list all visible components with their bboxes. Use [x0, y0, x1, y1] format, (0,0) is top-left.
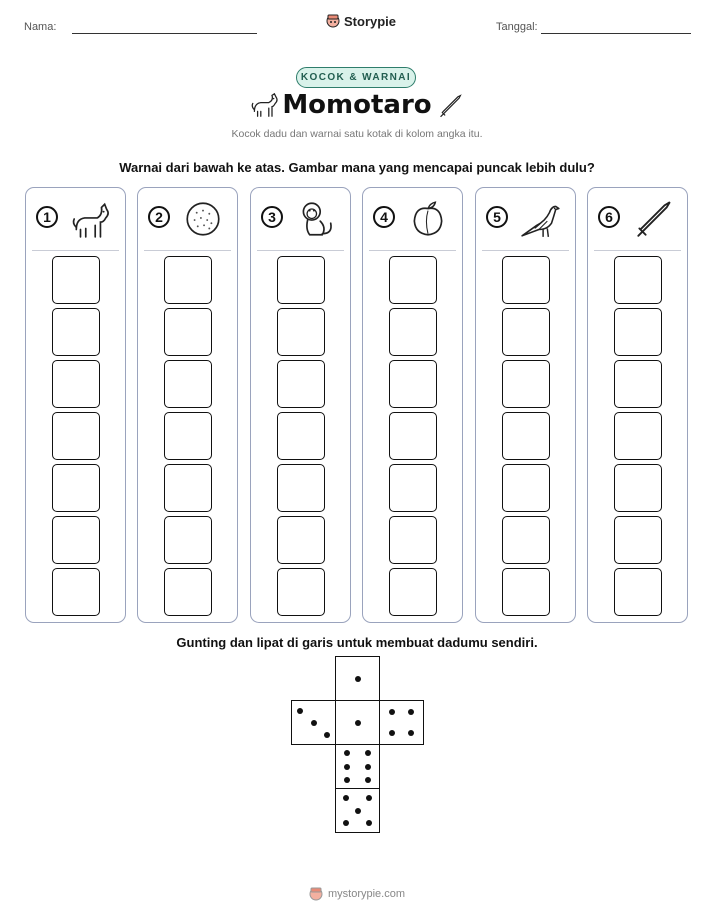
color-box[interactable]: [614, 412, 662, 460]
dice-pip: [408, 730, 414, 736]
color-box[interactable]: [277, 516, 325, 564]
color-box[interactable]: [277, 256, 325, 304]
column-header: [138, 188, 237, 250]
dice-pip: [365, 764, 371, 770]
column-divider: [32, 250, 119, 251]
date-label: Tanggal:: [496, 21, 538, 33]
column-divider: [482, 250, 569, 251]
dice-pip: [365, 777, 371, 783]
color-box[interactable]: [614, 516, 662, 564]
column-number: 2: [148, 206, 170, 228]
column-number: 4: [373, 206, 395, 228]
color-box[interactable]: [277, 360, 325, 408]
color-box[interactable]: [164, 256, 212, 304]
column-number: 3: [261, 206, 283, 228]
page-title: Momotaro: [282, 90, 432, 120]
color-box[interactable]: [614, 308, 662, 356]
color-box[interactable]: [389, 256, 437, 304]
dice-pip: [311, 720, 317, 726]
activity-badge: KOCOK & WARNAI: [296, 67, 416, 88]
dice-pip: [355, 808, 361, 814]
column-5: [475, 187, 576, 623]
sword-icon: [632, 198, 674, 240]
color-box[interactable]: [389, 516, 437, 564]
column-number: 1: [36, 206, 58, 228]
dice-pip: [344, 764, 350, 770]
footer: [0, 886, 714, 902]
coloring-instruction: Warnai dari bawah ke atas. Gambar mana yang mencapai puncak lebih dulu?: [119, 160, 595, 175]
column-header: [26, 188, 125, 250]
color-box[interactable]: [614, 256, 662, 304]
dice-pip: [355, 720, 361, 726]
color-box[interactable]: [52, 516, 100, 564]
dice-face-6: [335, 744, 380, 789]
column-divider: [144, 250, 231, 251]
color-box[interactable]: [389, 464, 437, 512]
dice-face-3: [291, 700, 336, 745]
dog-icon: [70, 198, 112, 240]
color-box[interactable]: [389, 412, 437, 460]
column-divider: [369, 250, 456, 251]
name-line: [72, 33, 257, 34]
color-box[interactable]: [277, 464, 325, 512]
color-box[interactable]: [52, 568, 100, 616]
color-box[interactable]: [164, 464, 212, 512]
color-box[interactable]: [614, 464, 662, 512]
color-box[interactable]: [502, 516, 550, 564]
color-box[interactable]: [614, 568, 662, 616]
color-box[interactable]: [277, 412, 325, 460]
color-box[interactable]: [52, 360, 100, 408]
color-box[interactable]: [164, 568, 212, 616]
dice-pip: [389, 730, 395, 736]
dice-pip: [297, 708, 303, 714]
storypie-mascot-icon: [326, 13, 340, 29]
column-divider: [594, 250, 681, 251]
column-3: [250, 187, 351, 623]
page-subtitle: Kocok dadu dan warnai satu kotak di kolom angka itu.: [231, 128, 483, 140]
column-header: [363, 188, 462, 250]
sword-icon: [437, 91, 463, 121]
dice-pip: [355, 676, 361, 682]
dice-pip: [389, 709, 395, 715]
column-2: [137, 187, 238, 623]
column-divider: [257, 250, 344, 251]
footer-url: mystorypie.com: [327, 888, 406, 900]
color-box[interactable]: [164, 308, 212, 356]
dice-face-1: [335, 700, 380, 745]
dice-pip: [366, 795, 372, 801]
dice-pip: [343, 795, 349, 801]
dice-pip: [344, 750, 350, 756]
color-box[interactable]: [277, 308, 325, 356]
column-header: [251, 188, 350, 250]
dice-pip: [408, 709, 414, 715]
color-box[interactable]: [389, 360, 437, 408]
color-box[interactable]: [164, 412, 212, 460]
color-box[interactable]: [502, 360, 550, 408]
color-box[interactable]: [164, 360, 212, 408]
rice-dumpling-icon: [182, 198, 224, 240]
dice-pip: [366, 820, 372, 826]
storypie-mascot-icon: [309, 886, 323, 902]
dice-pip: [343, 820, 349, 826]
dice-face-4: [379, 700, 424, 745]
name-label: Nama:: [24, 21, 57, 33]
dice-face-5: [335, 788, 380, 833]
dice-pip: [324, 732, 330, 738]
color-box[interactable]: [277, 568, 325, 616]
color-box[interactable]: [502, 412, 550, 460]
column-1: [25, 187, 126, 623]
color-box[interactable]: [52, 256, 100, 304]
monkey-icon: [295, 198, 337, 240]
color-box[interactable]: [502, 568, 550, 616]
column-header: [476, 188, 575, 250]
column-4: [362, 187, 463, 623]
color-box[interactable]: [502, 464, 550, 512]
dice-face-1: [335, 656, 380, 701]
brand-logo: [326, 13, 396, 29]
brand-name: Storypie: [344, 13, 397, 29]
color-box[interactable]: [614, 360, 662, 408]
color-box[interactable]: [389, 308, 437, 356]
color-box[interactable]: [164, 516, 212, 564]
dice-instruction: Gunting dan lipat di garis untuk membuat dadumu sendiri.: [176, 635, 538, 650]
pheasant-icon: [520, 198, 562, 240]
column-number: 6: [598, 206, 620, 228]
column-number: 5: [486, 206, 508, 228]
color-box[interactable]: [52, 308, 100, 356]
column-6: [587, 187, 688, 623]
dice-pip: [344, 777, 350, 783]
column-header: [588, 188, 687, 250]
color-box[interactable]: [502, 308, 550, 356]
color-box[interactable]: [52, 464, 100, 512]
dice-pip: [365, 750, 371, 756]
color-box[interactable]: [502, 256, 550, 304]
color-box[interactable]: [389, 568, 437, 616]
date-line: [541, 33, 691, 34]
peach-icon: [407, 198, 449, 240]
color-box[interactable]: [52, 412, 100, 460]
